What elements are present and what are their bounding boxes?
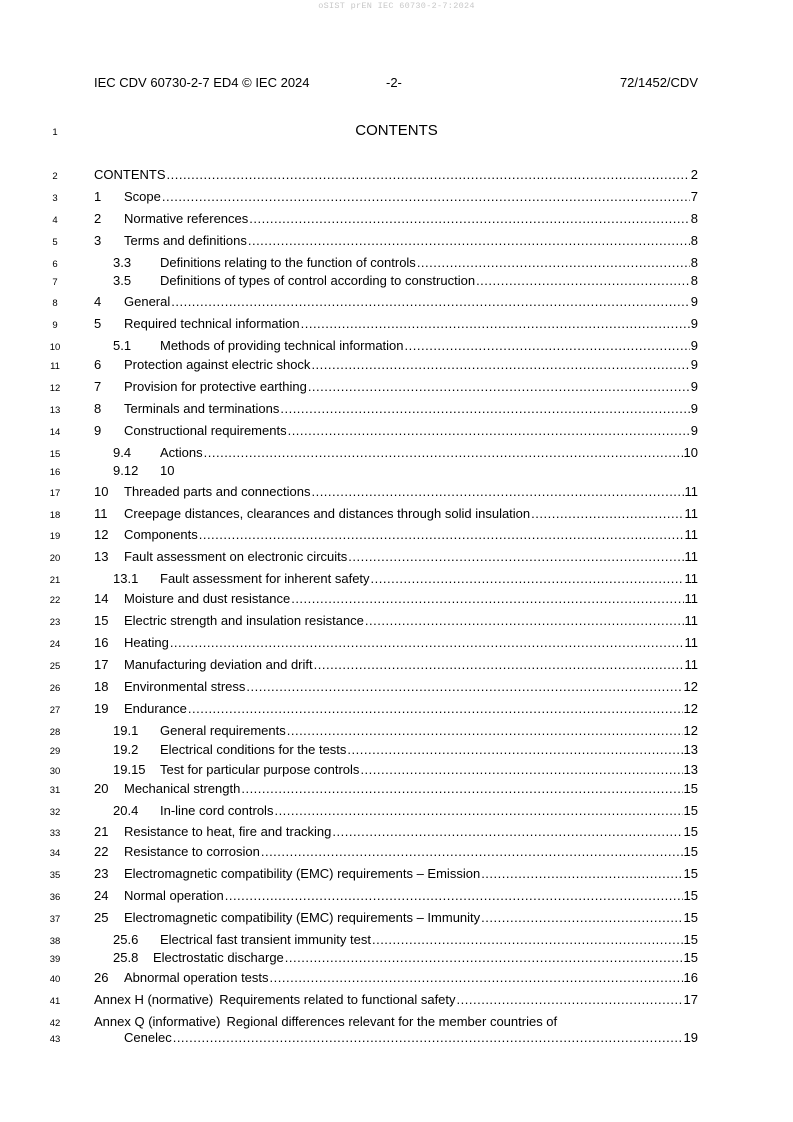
toc-entry-title: Normal operation xyxy=(124,888,224,903)
toc-entry[interactable] xyxy=(94,548,698,566)
toc-entry[interactable] xyxy=(94,293,698,311)
toc-entry[interactable] xyxy=(94,969,698,987)
toc-entry[interactable] xyxy=(113,722,698,740)
dot-leader xyxy=(311,356,689,374)
toc-entry-page: 15 xyxy=(683,781,698,796)
dot-leader xyxy=(360,761,682,779)
toc-entry-title: Regional differences relevant for the member countries of xyxy=(226,1014,558,1029)
toc-entry-page: 15 xyxy=(683,824,698,839)
line-number: 36 xyxy=(49,892,61,903)
line-number: 6 xyxy=(52,259,58,270)
toc-entry-number: 24 xyxy=(94,888,109,903)
line-number: 7 xyxy=(52,277,58,288)
toc-entry[interactable] xyxy=(113,444,698,462)
toc-entry-title: Environmental stress xyxy=(124,679,246,694)
dot-leader xyxy=(365,612,684,630)
line-number: 11 xyxy=(50,361,60,372)
toc-entry-title: Cenelec xyxy=(124,1030,172,1045)
toc-entry-number: 19.2 xyxy=(113,742,139,757)
toc-entry-title: Components xyxy=(124,527,198,542)
toc-entry-number: 4 xyxy=(94,294,102,309)
toc-entry-page: 8 xyxy=(690,211,698,226)
dot-leader xyxy=(301,315,690,333)
toc-entry-title: In-line cord controls xyxy=(160,803,274,818)
toc-entry-page: 15 xyxy=(683,932,698,947)
dot-leader xyxy=(288,422,690,440)
line-number: 33 xyxy=(49,828,61,839)
dot-leader xyxy=(311,483,683,501)
toc-entry-title: Electromagnetic compatibility (EMC) requirements – Immunity xyxy=(124,910,481,925)
toc-entry-title: Mechanical strength xyxy=(124,781,241,796)
toc-entry-number: 5 xyxy=(94,316,102,331)
toc-entry[interactable] xyxy=(94,991,698,1009)
dot-leader xyxy=(261,843,683,861)
toc-entry-page: 11 xyxy=(684,571,698,586)
toc-entry[interactable] xyxy=(94,700,698,718)
toc-entry[interactable] xyxy=(94,188,698,206)
line-number: 5 xyxy=(52,237,58,248)
line-number: 35 xyxy=(49,870,61,881)
toc-entry-page: 11 xyxy=(684,635,698,650)
toc-entry-number: 9 xyxy=(94,423,102,438)
toc-entry-number: 2 xyxy=(94,211,102,226)
toc-entry[interactable] xyxy=(94,909,698,927)
toc-entry-number: 17 xyxy=(94,657,109,672)
toc-entry-title: Protection against electric shock xyxy=(124,357,311,372)
toc-entry-number: 11 xyxy=(94,506,108,521)
toc-entry[interactable] xyxy=(113,949,698,967)
toc-entry-title: Provision for protective earthing xyxy=(124,379,307,394)
toc-entry[interactable] xyxy=(94,378,698,396)
toc-entry-title: Abnormal operation tests xyxy=(124,970,269,985)
toc-entry[interactable] xyxy=(94,612,698,630)
dot-leader xyxy=(371,570,684,588)
toc-entry-page: 15 xyxy=(683,888,698,903)
toc-entry-title: Normative references xyxy=(124,211,249,226)
toc-entry[interactable] xyxy=(94,166,698,184)
toc-entry-number: 10 xyxy=(94,484,109,499)
toc-entry-title: Moisture and dust resistance xyxy=(124,591,291,606)
toc-entry[interactable] xyxy=(94,843,698,861)
line-number: 22 xyxy=(49,595,61,606)
toc-entry-number: 23 xyxy=(94,866,109,881)
toc-entry-page: 15 xyxy=(683,844,698,859)
toc-entry-page: 11 xyxy=(684,527,698,542)
line-number: 16 xyxy=(49,467,61,478)
toc-entry-title: Electromagnetic compatibility (EMC) requirements – Emission xyxy=(124,866,481,881)
toc-entry-number: 19.15 xyxy=(113,762,146,777)
dot-leader xyxy=(347,741,682,759)
toc-entry[interactable] xyxy=(94,590,698,608)
dot-leader xyxy=(405,337,690,355)
toc-entry-page: 9 xyxy=(690,316,698,331)
toc-entry-number: 7 xyxy=(94,379,102,394)
dot-leader xyxy=(417,254,690,272)
toc-entry-page: 8 xyxy=(690,233,698,248)
toc-entry[interactable] xyxy=(113,254,698,272)
toc-entry-page: 13 xyxy=(683,762,698,777)
line-number: 41 xyxy=(49,996,61,1007)
line-number: 17 xyxy=(49,488,61,499)
toc-entry-title: Constructional requirements xyxy=(124,423,287,438)
toc-entry-page: 8 xyxy=(690,273,698,288)
line-number: 24 xyxy=(49,639,61,650)
toc-entry[interactable] xyxy=(113,761,698,779)
dot-leader xyxy=(170,634,684,652)
line-number: 42 xyxy=(49,1018,61,1029)
toc-entry-page: 17 xyxy=(683,992,698,1007)
toc-entry-number: 20 xyxy=(94,781,109,796)
toc-entry-number: 16 xyxy=(94,635,109,650)
toc-entry-title: Fault assessment on electronic circuits xyxy=(124,549,348,564)
toc-entry-title: Electrical conditions for the tests xyxy=(160,742,347,757)
toc-entry[interactable] xyxy=(94,526,698,544)
toc-entry-title: Endurance xyxy=(124,701,187,716)
page-title: CONTENTS xyxy=(355,122,438,139)
toc-entry-number: 21 xyxy=(94,824,109,839)
toc-entry-number: 3.3 xyxy=(113,255,132,270)
toc-entry-number: 25.6 xyxy=(113,932,139,947)
dot-leader xyxy=(249,210,689,228)
line-number: 4 xyxy=(52,215,58,226)
line-number: 3 xyxy=(52,193,58,204)
toc-entry-title: Methods of providing technical information xyxy=(160,338,404,353)
header-doc-ref: 72/1452/CDV xyxy=(619,75,698,90)
line-number: 28 xyxy=(49,727,61,738)
toc-entry-page: 11 xyxy=(684,506,698,521)
toc-entry-number: 3 xyxy=(94,233,102,248)
toc-entry-title: Heating xyxy=(124,635,169,650)
dot-leader xyxy=(287,722,683,740)
line-number: 29 xyxy=(49,746,61,757)
toc-entry-title: Scope xyxy=(124,189,161,204)
dot-leader xyxy=(246,678,682,696)
toc-entry-page: 9 xyxy=(690,294,698,309)
toc-entry-number: 14 xyxy=(94,591,109,606)
toc-entry-number: 8 xyxy=(94,401,102,416)
toc-entry-page: 12 xyxy=(683,701,698,716)
toc-entry-title: Actions xyxy=(160,445,203,460)
toc-entry-number: 5.1 xyxy=(113,338,132,353)
toc-entry-title: Required technical information xyxy=(124,316,300,331)
toc-entry[interactable] xyxy=(94,780,698,798)
toc-entry-page: 11 xyxy=(684,591,698,606)
toc-entry[interactable] xyxy=(113,272,698,290)
toc-entry-title: Test for particular purpose controls xyxy=(160,762,360,777)
toc-entry-page: 10 xyxy=(683,445,698,460)
toc-entry-number: 12 xyxy=(94,527,109,542)
watermark: oSIST prEN IEC 60730-2-7:2024 xyxy=(318,1,475,11)
line-number: 38 xyxy=(49,936,61,947)
line-number: 27 xyxy=(49,705,61,716)
toc-entry-title: CONTENTS xyxy=(94,167,166,182)
toc-entry-title: Terminals and terminations xyxy=(124,401,280,416)
line-number: 25 xyxy=(49,661,61,672)
line-number: 30 xyxy=(49,766,61,777)
dot-leader xyxy=(291,590,683,608)
toc-entry-page: 7 xyxy=(690,189,698,204)
toc-entry-title: 10 xyxy=(160,463,175,478)
toc-entry-page: 9 xyxy=(690,338,698,353)
toc-entry[interactable] xyxy=(94,315,698,333)
toc-entry-number: 3.5 xyxy=(113,273,132,288)
dot-leader xyxy=(531,505,683,523)
toc-entry-number: Annex Q (informative) xyxy=(94,1014,221,1029)
toc-entry-page: 13 xyxy=(683,742,698,757)
toc-entry-title: Resistance to corrosion xyxy=(124,844,260,859)
toc-entry[interactable] xyxy=(124,1029,698,1047)
line-number: 9 xyxy=(52,320,58,331)
toc-entry-title: General requirements xyxy=(160,723,286,738)
toc-entry-title: Fault assessment for inherent safety xyxy=(160,571,370,586)
toc-entry[interactable] xyxy=(94,356,698,374)
toc-entry-page: 11 xyxy=(684,613,698,628)
dot-leader xyxy=(204,444,683,462)
line-number: 19 xyxy=(49,531,61,542)
toc-entry-title: Threaded parts and connections xyxy=(124,484,311,499)
toc-entry-number: 9.4 xyxy=(113,445,132,460)
header-page-number: -2- xyxy=(386,75,402,90)
line-number: 37 xyxy=(49,914,61,925)
toc-entry-title: Electrostatic discharge xyxy=(153,950,284,965)
dot-leader xyxy=(372,931,683,949)
toc-entry[interactable] xyxy=(94,505,698,523)
toc-entry-page: 12 xyxy=(683,679,698,694)
toc-entry-title: Requirements related to functional safety xyxy=(219,992,456,1007)
line-number: 21 xyxy=(49,575,61,586)
line-number: 26 xyxy=(49,683,61,694)
toc-entry-title: Manufacturing deviation and drift xyxy=(124,657,313,672)
toc-entry-number: 25 xyxy=(94,910,109,925)
line-number: 39 xyxy=(49,954,61,965)
line-number: 1 xyxy=(52,127,58,138)
toc-entry-number: 1 xyxy=(94,189,102,204)
toc-entry-page: 9 xyxy=(690,357,698,372)
toc-entry[interactable] xyxy=(94,865,698,883)
dot-leader xyxy=(199,526,684,544)
dot-leader xyxy=(225,887,683,905)
toc-entry[interactable] xyxy=(94,422,698,440)
dot-leader xyxy=(348,548,683,566)
line-number: 12 xyxy=(49,383,61,394)
toc-entry-title: Electric strength and insulation resistance xyxy=(124,613,364,628)
line-number: 10 xyxy=(49,342,61,353)
line-number: 23 xyxy=(49,617,61,628)
dot-leader xyxy=(481,909,682,927)
toc-entry-number: 13.1 xyxy=(113,571,139,586)
line-number: 40 xyxy=(49,974,61,985)
toc-entry-number: 25.8 xyxy=(113,950,139,965)
line-number: 14 xyxy=(49,427,61,438)
dot-leader xyxy=(162,188,690,206)
dot-leader xyxy=(248,232,690,250)
line-number: 8 xyxy=(52,298,58,309)
toc-entry-page: 11 xyxy=(684,484,698,499)
toc-entry-page: 12 xyxy=(683,723,698,738)
toc-entry[interactable] xyxy=(94,400,698,418)
dot-leader xyxy=(280,400,689,418)
toc-entry-number: Annex H (normative) xyxy=(94,992,214,1007)
toc-entry-number: 18 xyxy=(94,679,109,694)
toc-entry-page: 2 xyxy=(690,167,698,182)
header-left: IEC CDV 60730-2-7 ED4 © IEC 2024 xyxy=(94,75,310,90)
toc-entry-title: Creepage distances, clearances and distances through solid insulation xyxy=(124,506,531,521)
toc-entry[interactable] xyxy=(113,570,698,588)
toc-entry-page: 16 xyxy=(683,970,698,985)
toc-entry[interactable] xyxy=(113,337,698,355)
line-number: 32 xyxy=(49,807,61,818)
dot-leader xyxy=(457,991,683,1009)
dot-leader xyxy=(188,700,683,718)
toc-entry[interactable] xyxy=(113,462,698,480)
dot-leader xyxy=(481,865,682,883)
line-number: 43 xyxy=(49,1034,61,1045)
toc-entry-page: 15 xyxy=(683,803,698,818)
toc-entry-page: 15 xyxy=(683,910,698,925)
dot-leader xyxy=(167,166,690,184)
dot-leader xyxy=(308,378,690,396)
toc-entry[interactable] xyxy=(94,656,698,674)
toc-entry[interactable] xyxy=(94,232,698,250)
toc-entry-number: 19 xyxy=(94,701,109,716)
toc-entry-title: Electrical fast transient immunity test xyxy=(160,932,371,947)
toc-entry-number: 13 xyxy=(94,549,109,564)
toc-entry-page: 15 xyxy=(683,950,698,965)
toc-entry[interactable] xyxy=(94,483,698,501)
toc-entry-page: 11 xyxy=(684,549,698,564)
dot-leader xyxy=(285,949,683,967)
toc-entry-title: General xyxy=(124,294,171,309)
line-number: 13 xyxy=(49,405,61,416)
toc-entry-title: Terms and definitions xyxy=(124,233,247,248)
dot-leader xyxy=(241,780,682,798)
line-number: 31 xyxy=(49,785,61,796)
toc-entry-title: Definitions of types of control according to construction xyxy=(160,273,476,288)
line-number: 20 xyxy=(49,553,61,564)
toc-entry-title: Resistance to heat, fire and tracking xyxy=(124,824,332,839)
toc-entry[interactable] xyxy=(94,634,698,652)
line-number: 18 xyxy=(49,510,61,521)
toc-entry-title: Definitions relating to the function of controls xyxy=(160,255,416,270)
dot-leader xyxy=(173,1029,683,1047)
toc-entry-page: 11 xyxy=(684,657,698,672)
toc-entry[interactable] xyxy=(94,210,698,228)
toc-entry-number: 20.4 xyxy=(113,803,139,818)
toc-entry-page: 19 xyxy=(683,1030,698,1045)
toc-entry[interactable] xyxy=(94,678,698,696)
dot-leader xyxy=(332,823,682,841)
toc-entry[interactable] xyxy=(94,823,698,841)
toc-entry-page: 8 xyxy=(690,255,698,270)
toc-entry[interactable] xyxy=(113,931,698,949)
toc-entry-page: 9 xyxy=(690,423,698,438)
toc-entry-number: 9.12 xyxy=(113,463,139,478)
toc-entry-page: 9 xyxy=(690,401,698,416)
toc-entry-page: 15 xyxy=(683,866,698,881)
dot-leader xyxy=(270,969,683,987)
toc-entry-number: 22 xyxy=(94,844,109,859)
toc-entry-number: 15 xyxy=(94,613,109,628)
toc-entry-number: 26 xyxy=(94,970,109,985)
toc-entry[interactable] xyxy=(113,741,698,759)
toc-entry[interactable] xyxy=(94,887,698,905)
line-number: 15 xyxy=(49,449,61,460)
line-number: 2 xyxy=(52,171,58,182)
toc-entry[interactable] xyxy=(113,802,698,820)
toc-entry-number: 6 xyxy=(94,357,102,372)
dot-leader xyxy=(476,272,690,290)
toc-entry-number: 19.1 xyxy=(113,723,139,738)
dot-leader xyxy=(171,293,690,311)
dot-leader xyxy=(314,656,684,674)
dot-leader xyxy=(274,802,682,820)
toc-entry-page: 9 xyxy=(690,379,698,394)
line-number: 34 xyxy=(49,848,61,859)
